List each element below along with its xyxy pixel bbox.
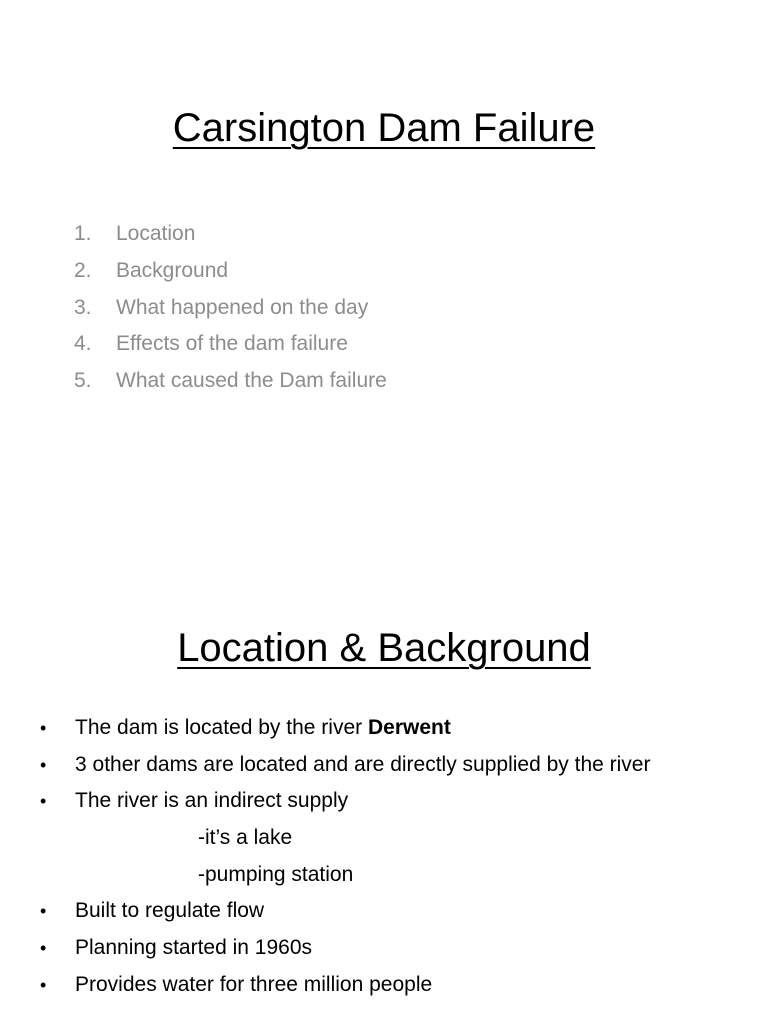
- slide-title: Location & Background: [177, 626, 591, 670]
- agenda-item-text: What happened on the day: [116, 295, 369, 319]
- agenda-item-text: Effects of the dam failure: [116, 332, 348, 356]
- bullet-item: [40, 930, 650, 967]
- agenda-item-text: Location: [116, 222, 196, 245]
- sub-item: [40, 820, 650, 857]
- bullet-list: [40, 710, 650, 1004]
- bullet-item: [40, 710, 650, 747]
- sub-item: [40, 857, 650, 894]
- bullet-item: [40, 893, 650, 930]
- bullet-item: [40, 967, 650, 1004]
- bullet-text: The dam is located by the river: [75, 716, 368, 739]
- sub-item-text: -it’s a lake: [198, 826, 293, 850]
- bullet-text: Built to regulate flow: [75, 899, 265, 923]
- bullet-item: [40, 783, 650, 820]
- sub-item-text: -pumping station: [198, 862, 354, 886]
- bullet-item: [40, 747, 650, 784]
- agenda-item-causes: [74, 363, 387, 400]
- agenda-list: [74, 216, 387, 400]
- bullet-text: The river is an indirect supply: [75, 789, 349, 813]
- slide-location-background: [0, 512, 768, 1024]
- bullet-icon: •: [40, 718, 47, 738]
- agenda-item-number: 4.: [74, 332, 92, 356]
- agenda-item-text: Background: [116, 258, 229, 282]
- bullet-icon: •: [40, 901, 47, 922]
- agenda-item-location: [74, 216, 387, 253]
- slide-title: Carsington Dam Failure: [172, 106, 596, 150]
- agenda-item-number: 1.: [74, 222, 92, 245]
- agenda-item-text: What caused the Dam failure: [116, 369, 387, 393]
- bullet-icon: •: [40, 754, 47, 775]
- agenda-item-number: 5.: [74, 369, 92, 393]
- bullet-emphasis: Derwent: [367, 716, 451, 739]
- bullet-icon: •: [40, 938, 47, 959]
- agenda-item-effects: [74, 326, 387, 363]
- bullet-icon: •: [40, 791, 47, 812]
- bullet-text: 3 other dams are located and are directly supplied by the river: [75, 752, 651, 776]
- agenda-item-what-happened: [74, 290, 387, 327]
- agenda-item-number: 3.: [74, 295, 92, 319]
- bullet-text: Planning started in 1960s: [75, 936, 312, 960]
- agenda-item-number: 2.: [74, 258, 92, 282]
- bullet-icon: •: [40, 974, 47, 995]
- bullet-text: Provides water for three million people: [75, 972, 433, 996]
- agenda-item-background: [74, 253, 387, 290]
